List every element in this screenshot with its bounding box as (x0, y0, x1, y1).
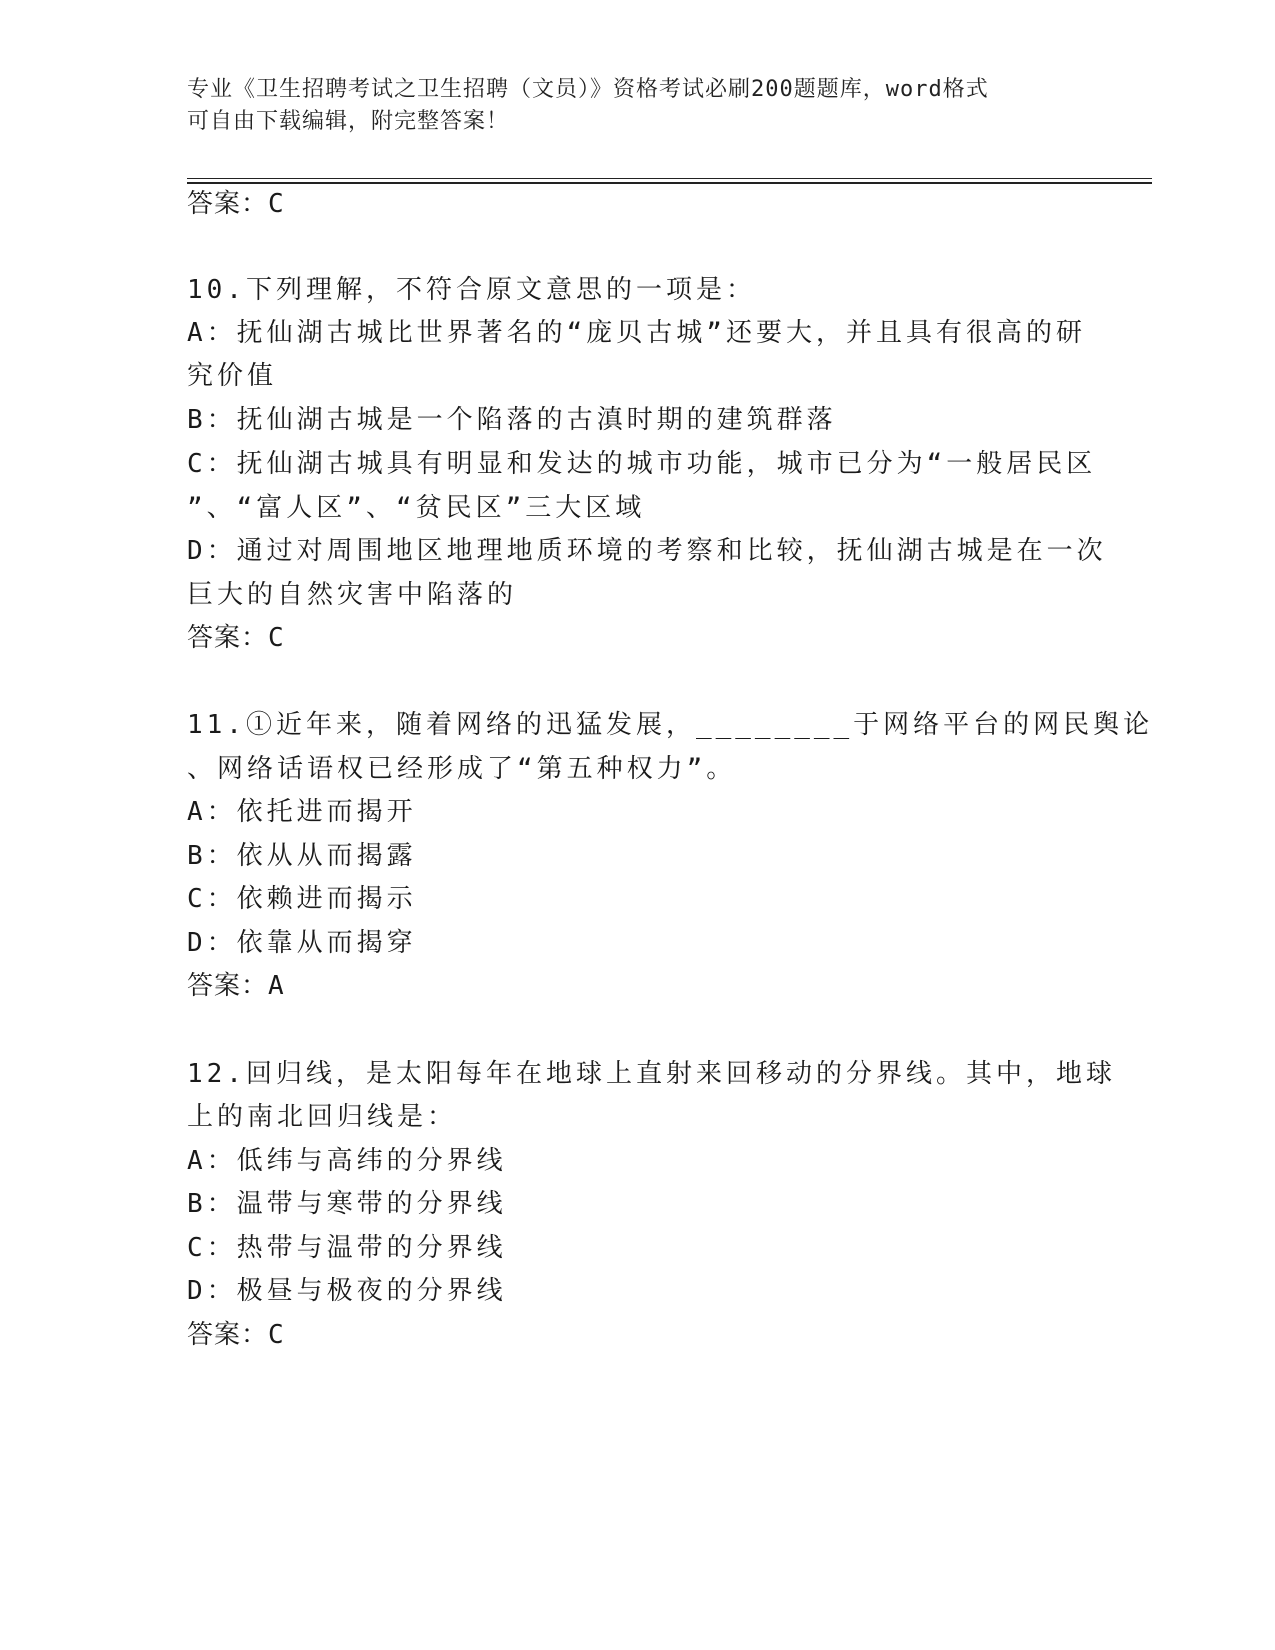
question-10-answer: 答案：C (187, 623, 285, 653)
question-11-option-d: D：依靠从而揭穿 (187, 928, 417, 958)
question-12-answer: 答案：C (187, 1320, 285, 1350)
question-10-option-d: D：通过对周围地区地理地质环境的考察和比较，抚仙湖古城是在一次 (187, 536, 1107, 566)
question-12-option-a: A：低纬与高纬的分界线 (187, 1146, 507, 1176)
header-line-2: 可自由下载编辑，附完整答案！ (187, 109, 510, 134)
question-10-stem: 10.下列理解，不符合原文意思的一项是： (187, 275, 756, 305)
question-11-answer: 答案：A (187, 971, 285, 1001)
answer-line: 答案：C (187, 189, 285, 219)
question-10-option-c: C：抚仙湖古城具有明显和发达的城市功能，城市已分为“一般居民区 (187, 449, 1097, 479)
question-11-option-c: C：依赖进而揭示 (187, 884, 417, 914)
question-12-option-c: C：热带与温带的分界线 (187, 1233, 507, 1263)
question-12-stem-cont: 上的南北回归线是： (187, 1102, 458, 1132)
question-10-option-a-cont: 究价值 (187, 361, 278, 391)
question-10-option-c-cont: ”、“富人区”、“贫民区”三大区域 (187, 493, 646, 523)
header-line-1: 专业《卫生招聘考试之卫生招聘（文员）》资格考试必刷200题题库，word格式 (187, 77, 989, 102)
question-10-option-a: A：抚仙湖古城比世界著名的“庞贝古城”还要大，并且具有很高的研 (187, 318, 1086, 348)
question-11-option-a: A：依托进而揭开 (187, 797, 417, 827)
header-divider-thin (187, 178, 1152, 179)
question-12-option-b: B：温带与寒带的分界线 (187, 1189, 507, 1219)
question-10-option-d-cont: 巨大的自然灾害中陷落的 (187, 580, 518, 610)
question-12-stem: 12.回归线，是太阳每年在地球上直射来回移动的分界线。其中，地球 (187, 1059, 1116, 1089)
question-12-option-d: D：极昼与极夜的分界线 (187, 1276, 507, 1306)
question-11-option-b: B：依从从而揭露 (187, 841, 417, 871)
question-10-option-b: B：抚仙湖古城是一个陷落的古滇时期的建筑群落 (187, 405, 837, 435)
page-header (187, 74, 1067, 138)
question-11-stem: 11.①近年来，随着网络的迅猛发展，________于网络平台的网民舆论 (187, 710, 1154, 740)
question-11-stem-cont: 、网络话语权已经形成了“第五种权力”。 (187, 754, 737, 784)
